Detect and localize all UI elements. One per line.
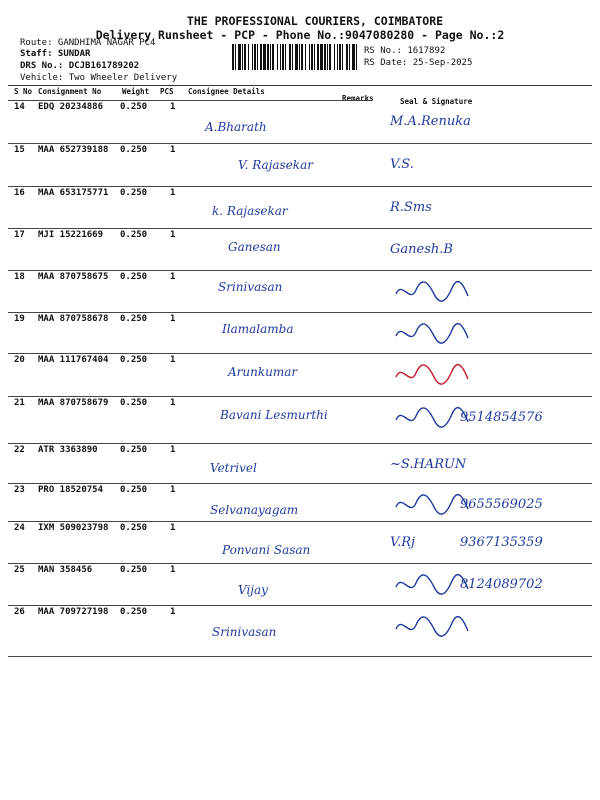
row-divider xyxy=(8,100,362,101)
staff-label: Staff: SUNDAR xyxy=(20,49,91,59)
barcode-bar xyxy=(305,44,306,70)
row-divider xyxy=(8,186,592,187)
barcode-bar xyxy=(324,44,326,70)
barcode-bar xyxy=(238,44,241,70)
col-consignment: Consignment No xyxy=(38,87,102,96)
barcode-bar xyxy=(327,44,328,70)
signature-stroke xyxy=(396,324,468,343)
serial-number: 20 xyxy=(14,355,25,365)
signature: ~S.HARUN xyxy=(390,457,467,472)
pieces-count: 1 xyxy=(170,272,176,282)
consignment-number: MAA 111767404 xyxy=(38,355,109,365)
row-divider xyxy=(8,521,592,522)
phone-number: 9367135359 xyxy=(460,535,543,550)
company-title: THE PROFESSIONAL COURIERS, COIMBATORE xyxy=(186,14,444,28)
consignment-number: MAA 709727198 xyxy=(38,607,109,617)
table-row xyxy=(8,443,592,483)
pieces-count: 1 xyxy=(170,565,176,575)
drs-label: DRS No.: DCJB161789202 xyxy=(20,61,140,71)
row-divider xyxy=(8,563,592,564)
serial-number: 26 xyxy=(14,607,25,617)
weight-value: 0.250 xyxy=(120,445,148,455)
weight-value: 0.250 xyxy=(120,145,148,155)
serial-number: 19 xyxy=(14,314,25,324)
serial-number: 23 xyxy=(14,485,25,495)
row-divider xyxy=(8,443,592,444)
rs-number: RS No.: 1617892 xyxy=(364,46,446,56)
runsheet-subtitle: Delivery Runsheet - PCP - Phone No.:9047080280 - Page No.:2 xyxy=(95,28,505,42)
row-divider xyxy=(8,312,592,313)
barcode-bar xyxy=(254,44,256,70)
weight-value: 0.250 xyxy=(120,523,148,533)
weight-value: 0.250 xyxy=(120,188,148,198)
barcode-bar xyxy=(232,44,234,70)
consignee-handwritten-name: Vijay xyxy=(238,583,268,597)
barcode-bar xyxy=(242,44,243,70)
consignee-handwritten-name: A.Bharath xyxy=(205,120,267,134)
signature-stroke xyxy=(396,408,468,427)
barcode-bar xyxy=(314,44,315,70)
consignee-handwritten-name: Vetrivel xyxy=(210,461,257,475)
col-seal: Seal & Signature xyxy=(400,97,473,106)
table-row xyxy=(8,228,592,270)
consignment-number: MAA 870758678 xyxy=(38,314,109,324)
row-divider xyxy=(8,270,592,271)
pieces-count: 1 xyxy=(170,145,176,155)
row-divider xyxy=(8,483,592,484)
barcode-bar xyxy=(244,44,246,70)
barcode-bar xyxy=(311,44,313,70)
consignee-handwritten-name: k. Rajasekar xyxy=(212,204,288,218)
signature-stroke xyxy=(396,495,468,514)
col-consignee: Consignee Details xyxy=(188,87,265,96)
consignee-handwritten-name: Ponvani Sasan xyxy=(222,543,311,557)
signature-scribble xyxy=(392,276,472,306)
barcode-bar xyxy=(270,44,271,70)
barcode-bar xyxy=(248,44,249,70)
barcode-bar xyxy=(346,44,348,70)
barcode-bar xyxy=(263,44,266,70)
weight-value: 0.250 xyxy=(120,314,148,324)
table-row xyxy=(8,100,592,143)
weight-value: 0.250 xyxy=(120,272,148,282)
col-weight: Weight xyxy=(122,87,150,96)
consignee-handwritten-name: Ilamalamba xyxy=(222,322,294,336)
barcode-bar xyxy=(349,44,350,70)
barcode-bar xyxy=(329,44,331,70)
signature: R.Sms xyxy=(390,200,432,215)
table-row xyxy=(8,312,592,353)
pieces-count: 1 xyxy=(170,523,176,533)
consignment-number: IXM 509023798 xyxy=(38,523,109,533)
serial-number: 21 xyxy=(14,398,25,408)
consignment-number: MAA 870758679 xyxy=(38,398,109,408)
col-sno: S No xyxy=(14,87,33,96)
barcode-bar xyxy=(317,44,319,70)
serial-number: 25 xyxy=(14,565,25,575)
barcode-bar xyxy=(352,44,355,70)
row-divider xyxy=(8,605,592,606)
barcode-bar xyxy=(299,44,300,70)
consignment-number: MAA 653175771 xyxy=(38,188,109,198)
row-divider xyxy=(8,228,592,229)
table-row xyxy=(8,605,592,656)
pieces-count: 1 xyxy=(170,230,176,240)
serial-number: 24 xyxy=(14,523,25,533)
weight-value: 0.250 xyxy=(120,230,148,240)
consignment-number: MAA 652739188 xyxy=(38,145,109,155)
consignee-handwritten-name: Srinivasan xyxy=(212,625,277,639)
barcode-bar xyxy=(337,44,338,70)
table-bottom-line xyxy=(8,656,592,657)
pieces-count: 1 xyxy=(170,188,176,198)
barcode-bar xyxy=(277,44,278,70)
barcode-bar xyxy=(342,44,343,70)
signature: Ganesh.B xyxy=(390,242,453,257)
signature: V.S. xyxy=(390,157,414,172)
signature-stroke xyxy=(396,617,468,636)
barcode-bar xyxy=(295,44,298,70)
barcode-bar xyxy=(285,44,286,70)
barcode-bar xyxy=(280,44,281,70)
table-row xyxy=(8,521,592,563)
consignment-number: PRO 18520754 xyxy=(38,485,104,495)
header-divider-top xyxy=(8,85,592,86)
barcode-bar xyxy=(301,44,303,70)
weight-value: 0.250 xyxy=(120,607,148,617)
serial-number: 14 xyxy=(14,102,25,112)
consignee-handwritten-name: Srinivasan xyxy=(218,280,283,294)
phone-number: 9655569025 xyxy=(460,497,543,512)
barcode-bar xyxy=(320,44,323,70)
barcode-bar xyxy=(292,44,293,70)
pieces-count: 1 xyxy=(170,102,176,112)
barcode-bar xyxy=(267,44,269,70)
consignment-number: MJI 15221669 xyxy=(38,230,104,240)
consignment-number: MAA 870758675 xyxy=(38,272,109,282)
pieces-count: 1 xyxy=(170,445,176,455)
signature: V.Rj xyxy=(390,535,416,550)
pieces-count: 1 xyxy=(170,355,176,365)
serial-number: 15 xyxy=(14,145,25,155)
barcode-bar xyxy=(334,44,335,70)
pieces-count: 1 xyxy=(170,607,176,617)
col-remarks: Remarks xyxy=(342,94,374,103)
weight-value: 0.250 xyxy=(120,485,148,495)
row-divider xyxy=(8,353,592,354)
barcode-bar xyxy=(235,44,236,70)
table-row xyxy=(8,396,592,443)
table-row xyxy=(8,353,592,396)
pieces-count: 1 xyxy=(170,485,176,495)
phone-number: 8124089702 xyxy=(460,577,543,592)
barcode-bar xyxy=(260,44,262,70)
weight-value: 0.250 xyxy=(120,102,148,112)
table-row xyxy=(8,143,592,186)
consignment-number: ATR 3363890 xyxy=(38,445,98,455)
serial-number: 22 xyxy=(14,445,25,455)
row-divider xyxy=(8,143,592,144)
barcode-bar xyxy=(356,44,357,70)
col-pcs: PCS xyxy=(160,87,174,96)
weight-value: 0.250 xyxy=(120,355,148,365)
table-row xyxy=(8,483,592,521)
serial-number: 17 xyxy=(14,230,25,240)
table-row xyxy=(8,186,592,228)
serial-number: 18 xyxy=(14,272,25,282)
pieces-count: 1 xyxy=(170,314,176,324)
barcode-bar xyxy=(289,44,291,70)
signature-scribble xyxy=(392,318,472,348)
consignee-handwritten-name: Ganesan xyxy=(228,240,281,254)
barcode-bar xyxy=(252,44,253,70)
pieces-count: 1 xyxy=(170,398,176,408)
barcode-bar xyxy=(339,44,341,70)
signature: M.A.Renuka xyxy=(390,114,471,129)
table-row xyxy=(8,563,592,605)
consignment-number: MAN 358456 xyxy=(38,565,93,575)
phone-number: 9514854576 xyxy=(460,410,543,425)
row-divider xyxy=(8,396,592,397)
vehicle-label: Vehicle: Two Wheeler Delivery xyxy=(20,73,178,83)
barcode-bar xyxy=(282,44,284,70)
signature-stroke xyxy=(396,282,468,301)
serial-number: 16 xyxy=(14,188,25,198)
weight-value: 0.250 xyxy=(120,398,148,408)
consignment-number: EDQ 20234886 xyxy=(38,102,104,112)
barcode-bar xyxy=(309,44,310,70)
signature-scribble xyxy=(392,611,472,641)
consignee-handwritten-name: Arunkumar xyxy=(228,365,298,379)
rs-date: RS Date: 25-Sep-2025 xyxy=(364,58,473,68)
barcode-bar xyxy=(257,44,258,70)
route-label: Route: GANDHIMA NAGAR PC4 xyxy=(20,38,156,48)
signature-scribble xyxy=(392,359,472,389)
consignee-handwritten-name: V. Rajasekar xyxy=(238,158,313,172)
consignee-handwritten-name: Bavani Lesmurthi xyxy=(220,408,328,422)
weight-value: 0.250 xyxy=(120,565,148,575)
signature-stroke xyxy=(396,365,468,384)
signature-stroke xyxy=(396,575,468,594)
barcode xyxy=(232,44,360,70)
barcode-bar xyxy=(272,44,274,70)
table-row xyxy=(8,270,592,312)
consignee-handwritten-name: Selvanayagam xyxy=(210,503,299,517)
